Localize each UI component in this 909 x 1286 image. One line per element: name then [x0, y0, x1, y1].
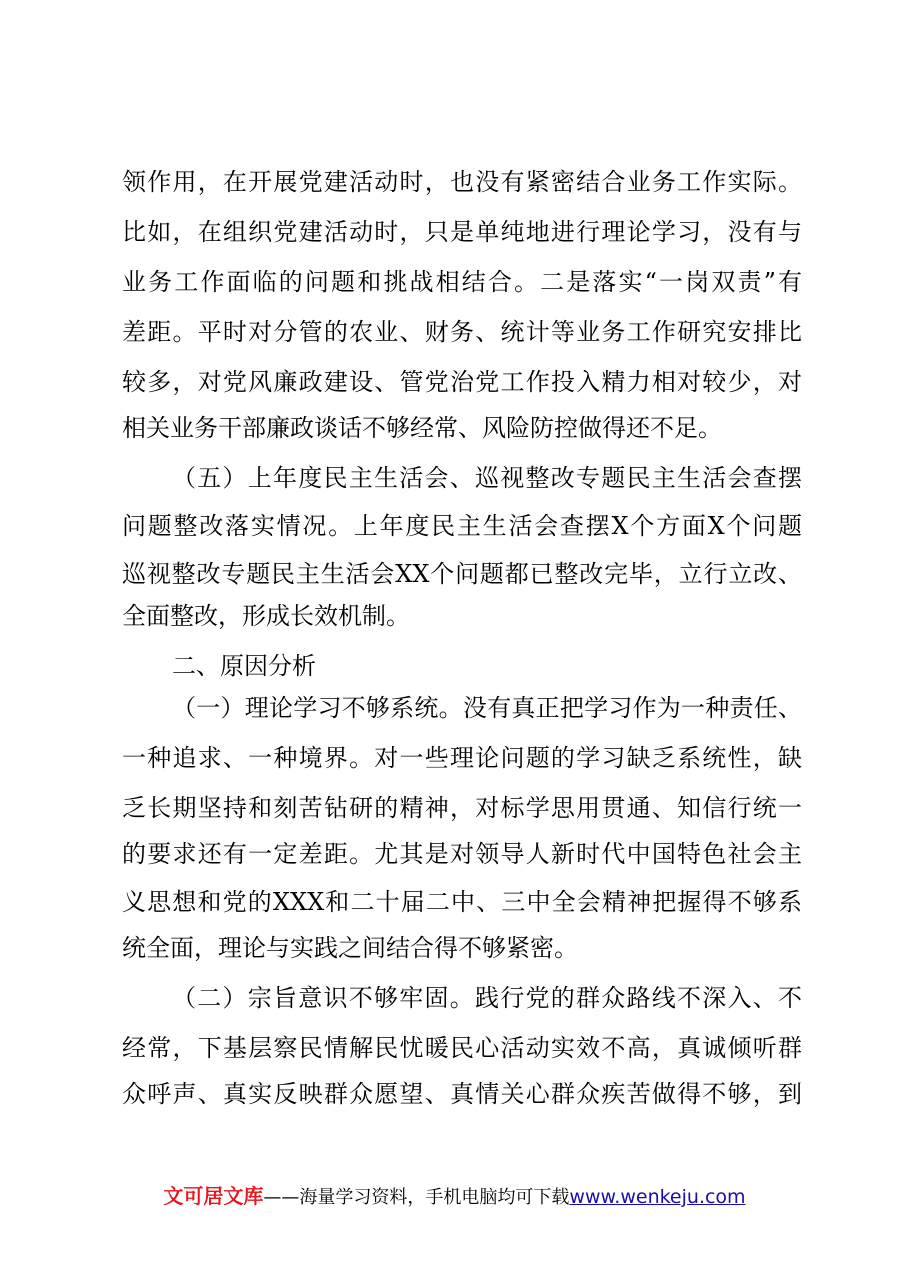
text-line: 统全面，理论与实践之间结合得不够紧密。: [122, 934, 578, 962]
paragraph-heading-line: （二）宗旨意识不够牢固。践行党的群众路线不深入、不: [172, 984, 802, 1012]
text-line: 经常，下基层察民情解民忧暖民心活动实效不高，真诚倾听群: [122, 1034, 802, 1062]
text-line: 较多，对党风廉政建设、管党治党工作投入精力相对较少，对: [122, 368, 802, 396]
text-line: 问题整改落实情况。上年度民主生活会查摆X个方面X个问题: [122, 512, 802, 540]
footer-dash: ——: [263, 1187, 300, 1208]
text-line: 的要求还有一定差距。尤其是对领导人新时代中国特色社会主: [122, 840, 802, 868]
paragraph-heading-line: （五）上年度民主生活会、巡视整改专题民主生活会查摆: [172, 464, 802, 492]
text-line: 众呼声、真实反映群众愿望、真情关心群众疾苦做得不够，到: [122, 1080, 802, 1108]
footer-banner: [0, 1183, 909, 1211]
text-line: 差距。平时对分管的农业、财务、统计等业务工作研究安排比: [122, 318, 802, 346]
text-line: 业务工作面临的问题和挑战相结合。二是落实“一岗双责”有: [122, 268, 802, 296]
text-line: 比如，在组织党建活动时，只是单纯地进行理论学习，没有与: [122, 218, 802, 246]
text-line: 领作用，在开展党建活动时，也没有紧密结合业务工作实际。: [122, 168, 802, 196]
text-line: 全面整改，形成长效机制。: [122, 602, 410, 630]
footer-slogan: 海量学习资料，手机电脑均可下载: [299, 1187, 570, 1208]
text-line: 乏长期坚持和刻苦钻研的精神，对标学思用贯通、知信行统一: [122, 794, 802, 822]
footer-brand: 文可居文库: [163, 1184, 264, 1208]
section-heading: 二、原因分析: [172, 652, 316, 680]
text-line: 相关业务干部廉政谈话不够经常、风险防控做得还不足。: [122, 414, 722, 442]
footer-url-link[interactable]: www.wenkeju.com: [569, 1186, 746, 1208]
text-line: 巡视整改专题民主生活会XX个问题都已整改完毕，立行立改、: [122, 560, 802, 588]
text-line: 义思想和党的XXX和二十届二中、三中全会精神把握得不够系: [122, 888, 802, 916]
text-line: 一种追求、一种境界。对一些理论问题的学习缺乏系统性，缺: [122, 744, 802, 772]
paragraph-heading-line: （一）理论学习不够系统。没有真正把学习作为一种责任、: [172, 694, 802, 722]
